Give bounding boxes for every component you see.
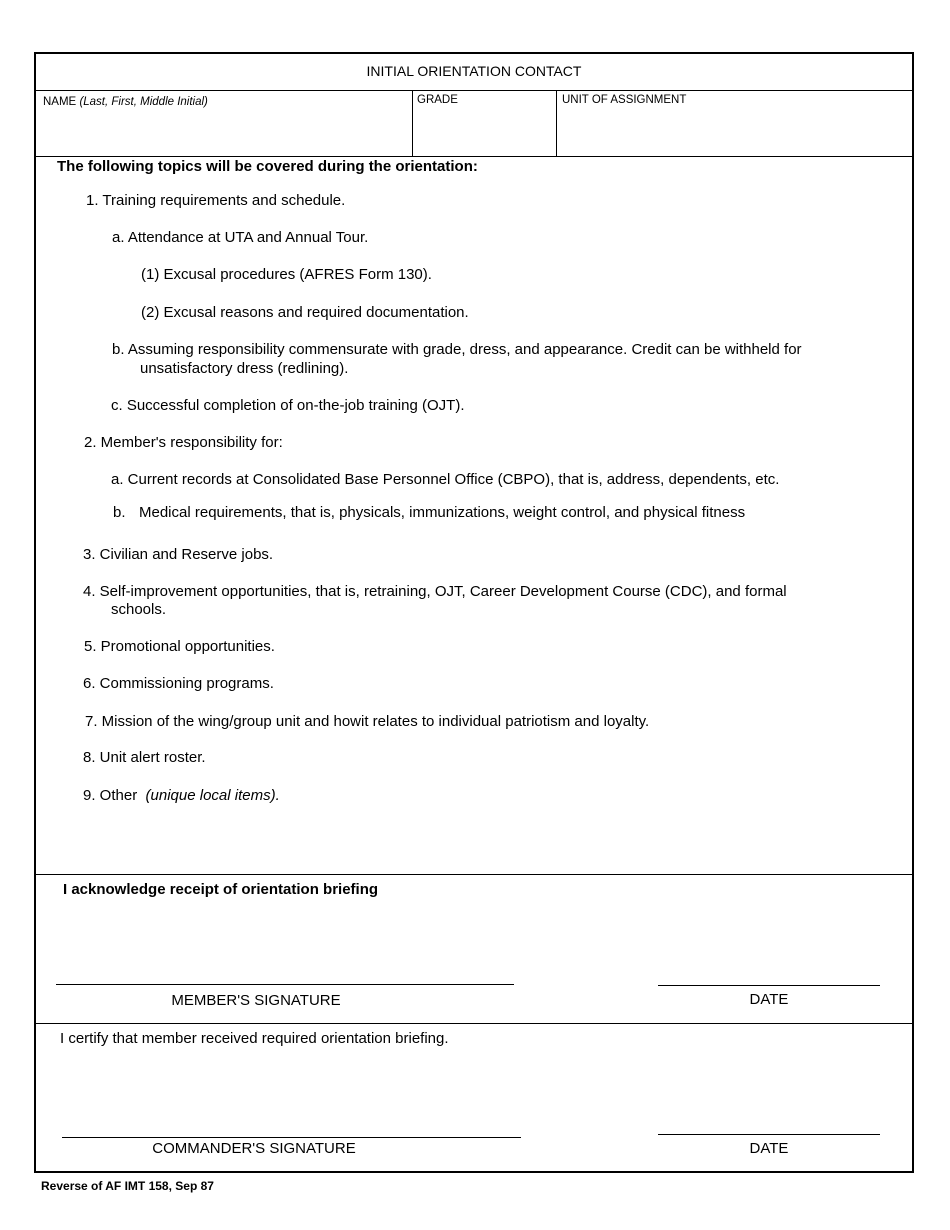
member-signature-line	[56, 984, 514, 985]
grade-column-divider	[412, 90, 413, 156]
topic-1a: a. Attendance at UTA and Annual Tour.	[112, 229, 369, 246]
topic-7: 7. Mission of the wing/group unit and howit relates to individual patriotism and loyalty.	[85, 713, 650, 730]
topic-1c: c. Successful completion of on-the-job training (OJT).	[111, 397, 465, 414]
topic-1b-line2: unsatisfactory dress (redlining).	[140, 360, 349, 377]
grade-input-area[interactable]	[414, 110, 554, 154]
date-1-line	[658, 985, 880, 986]
certify-text: I certify that member received required orientation briefing.	[60, 1030, 449, 1047]
topic-9-label: 9. Other	[83, 787, 138, 804]
name-input-area[interactable]	[36, 112, 410, 154]
acknowledge-divider	[35, 874, 913, 875]
topic-1: 1. Training requirements and schedule.	[86, 192, 346, 209]
commander-signature-label: COMMANDER'S SIGNATURE	[152, 1140, 356, 1157]
member-signature-label: MEMBER'S SIGNATURE	[171, 992, 341, 1009]
name-label: NAME	[43, 96, 77, 108]
topic-2: 2. Member's responsibility for:	[84, 434, 283, 451]
form-title: INITIAL ORIENTATION CONTACT	[366, 63, 582, 79]
unit-label: UNIT OF ASSIGNMENT	[562, 94, 687, 106]
topic-5: 5. Promotional opportunities.	[84, 638, 275, 655]
topic-9	[83, 787, 280, 804]
topic-1a2: (2) Excusal reasons and required documentation.	[141, 304, 469, 321]
date-2-field[interactable]	[658, 1080, 880, 1134]
certify-divider	[35, 1023, 913, 1024]
unit-input-area[interactable]	[558, 110, 912, 154]
grade-label: GRADE	[417, 94, 458, 106]
commander-signature-field[interactable]	[62, 1080, 521, 1137]
topic-2b-marker: b.	[113, 504, 126, 521]
title-divider	[35, 90, 913, 91]
name-hint: (Last, First, Middle Initial)	[79, 96, 208, 108]
intro-heading: The following topics will be covered during the orientation:	[57, 158, 478, 175]
topic-8: 8. Unit alert roster.	[83, 749, 206, 766]
form-footer: Reverse of AF IMT 158, Sep 87	[41, 1179, 214, 1193]
topic-3: 3. Civilian and Reserve jobs.	[83, 546, 274, 563]
date-2-line	[658, 1134, 880, 1135]
commander-signature-line	[62, 1137, 521, 1138]
date-1-label: DATE	[749, 991, 789, 1008]
unit-column-divider	[556, 90, 557, 156]
topic-4-line2: schools.	[111, 601, 167, 618]
date-1-field[interactable]	[658, 930, 880, 985]
fields-divider	[35, 156, 913, 157]
name-field-label	[43, 96, 208, 108]
topic-2a: a. Current records at Consolidated Base Personnel Office (CBPO), that is, address, dependents, etc.	[111, 471, 780, 488]
acknowledge-heading: I acknowledge receipt of orientation briefing	[63, 881, 379, 898]
date-2-label: DATE	[749, 1140, 789, 1157]
topic-1b-line1: b. Assuming responsibility commensurate with grade, dress, and appearance. Credit can be withheld for	[112, 341, 802, 358]
topic-9-hint: (unique local items).	[145, 787, 280, 804]
topic-2b: Medical requirements, that is, physicals, immunizations, weight control, and physical fitness	[139, 504, 746, 521]
topic-6: 6. Commissioning programs.	[83, 675, 274, 692]
topic-4-line1: 4. Self-improvement opportunities, that is, retraining, OJT, Career Development Course (CDC), and formal	[83, 583, 787, 600]
member-signature-field[interactable]	[56, 930, 514, 984]
topic-1a1: (1) Excusal procedures (AFRES Form 130).	[141, 266, 432, 283]
